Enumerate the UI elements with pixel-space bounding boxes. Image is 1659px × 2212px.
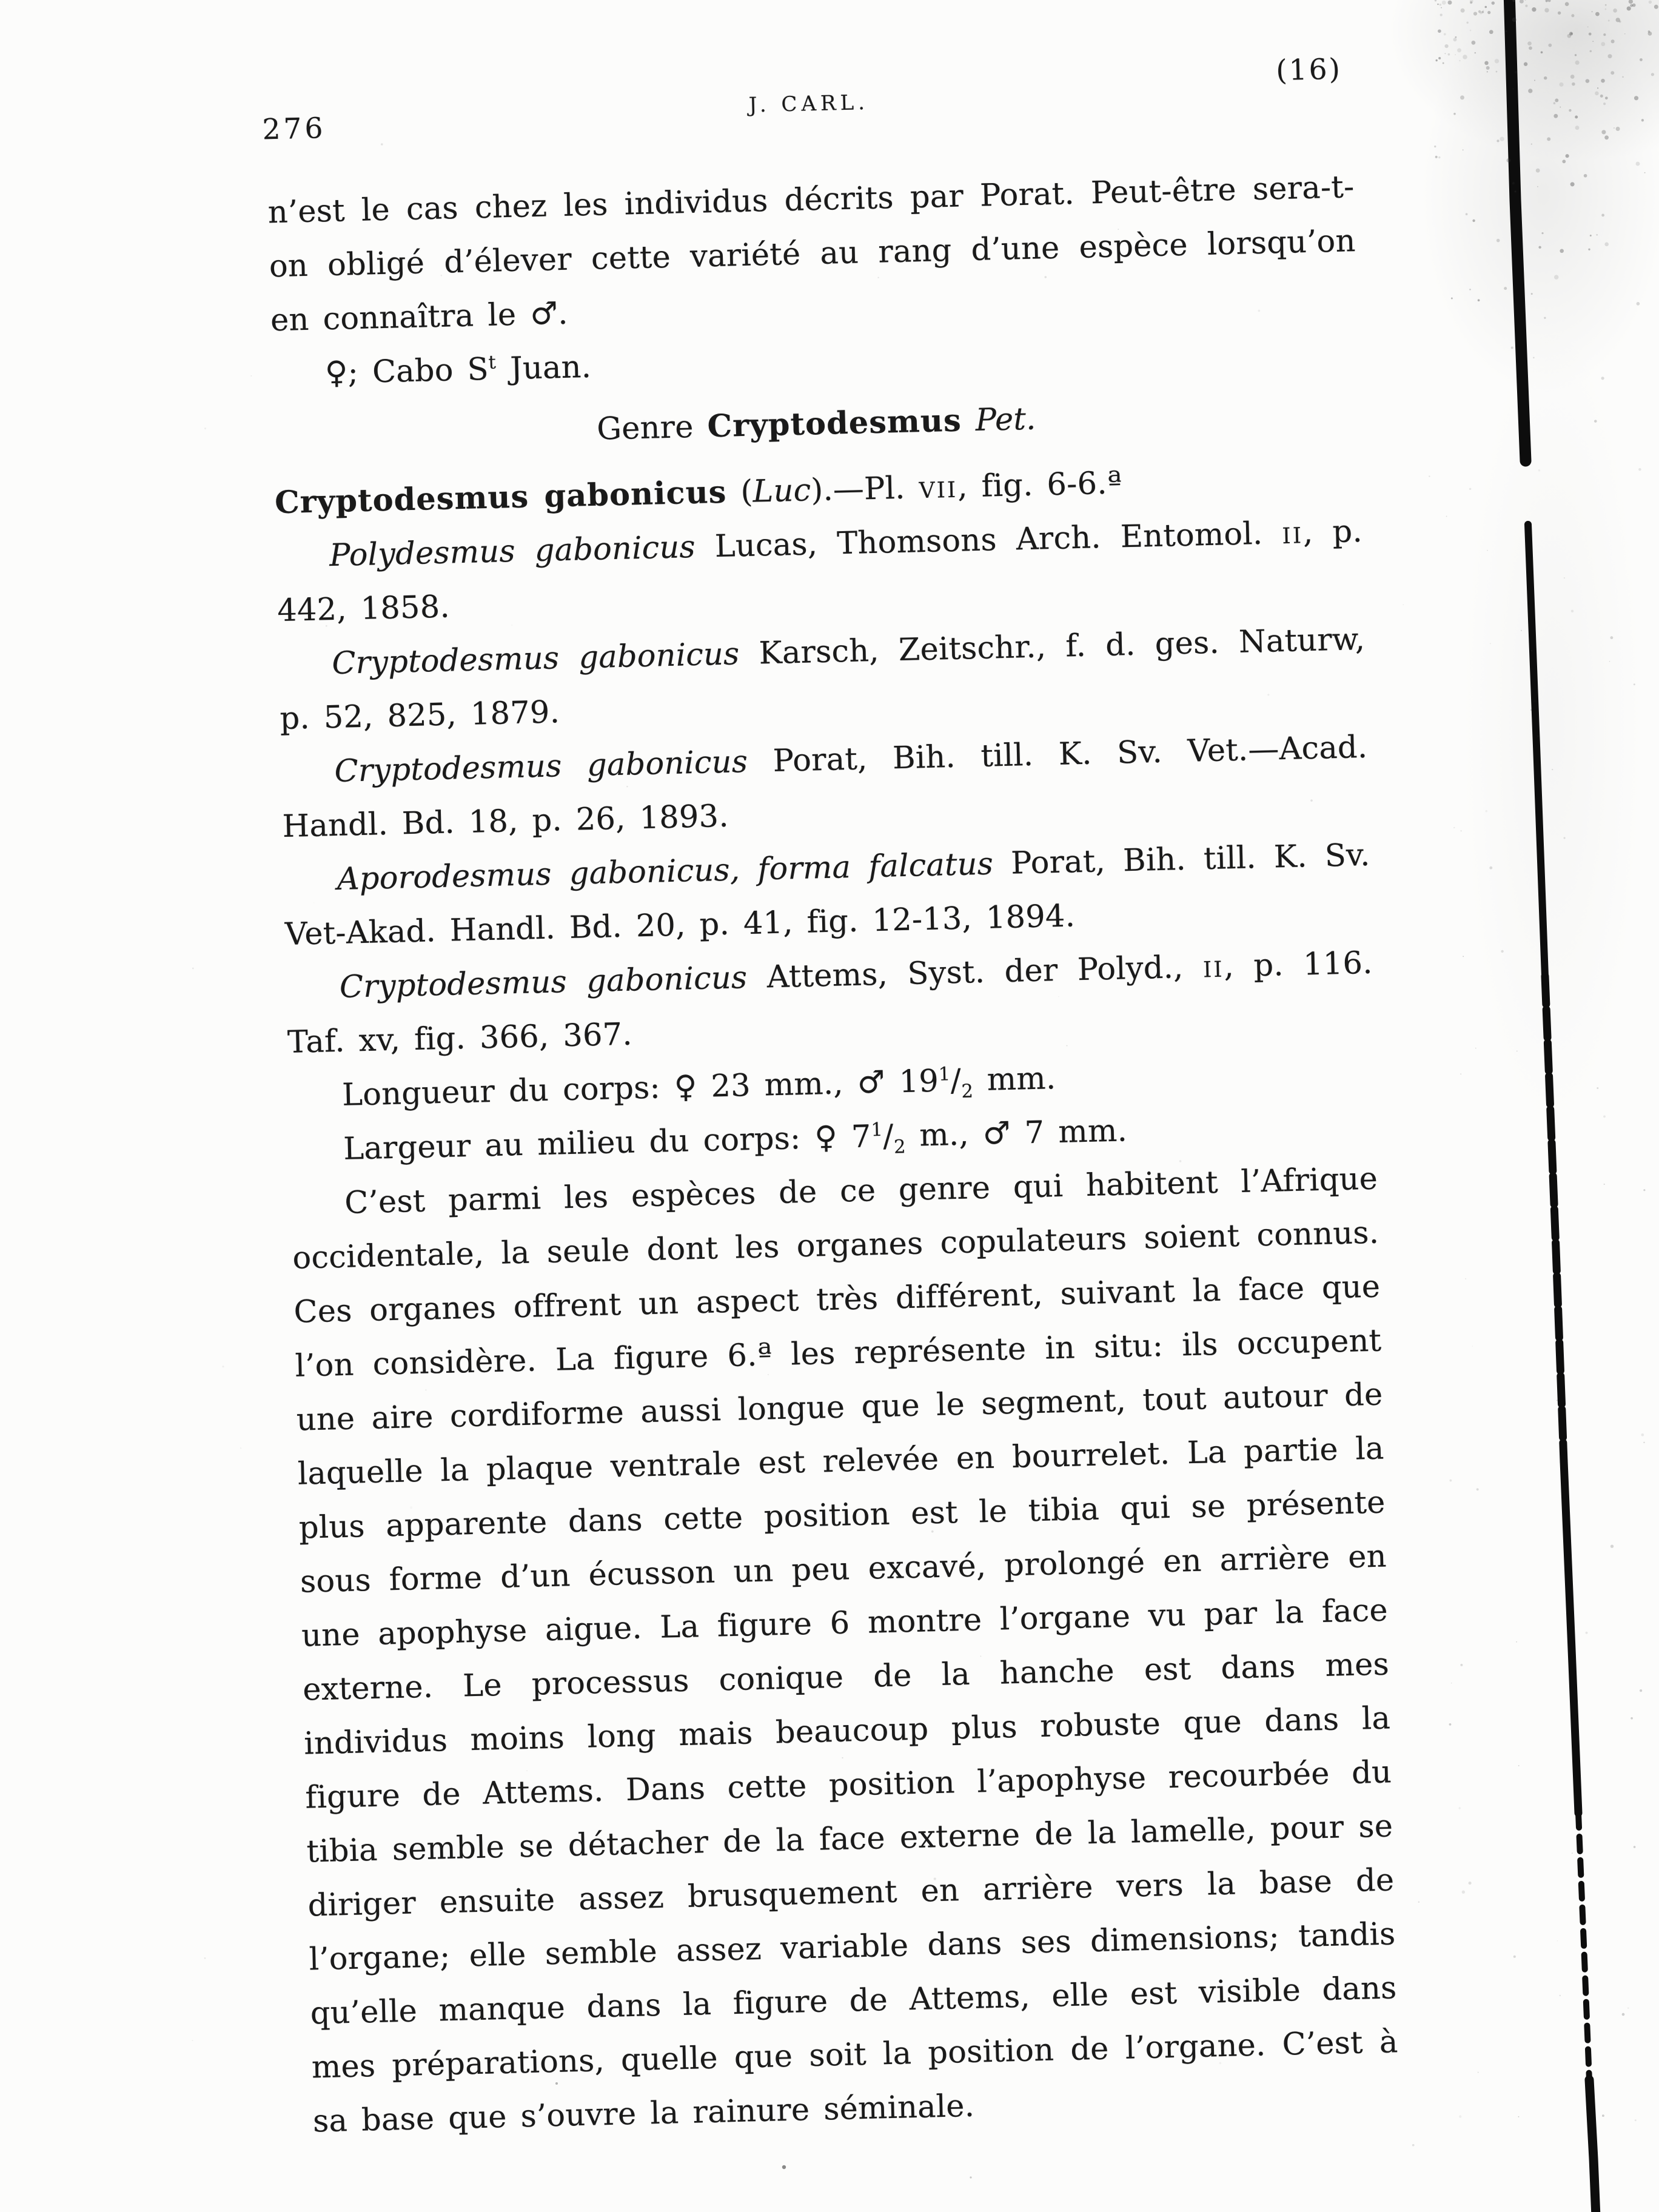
- speck: [1453, 113, 1456, 115]
- speck: [1616, 127, 1620, 131]
- speck: [1518, 2116, 1520, 2117]
- speck: [1455, 36, 1456, 38]
- speck: [1441, 7, 1442, 8]
- speck: [1444, 44, 1448, 48]
- speck: [204, 1957, 206, 1959]
- speck: [1495, 59, 1499, 63]
- text-segment: vii: [918, 469, 958, 506]
- speck: [1476, 1488, 1479, 1490]
- speck: [1490, 643, 1491, 644]
- speck: [1571, 610, 1574, 612]
- text-segment: Karsch, Zeitschr., f. d. ges. Naturw, p. 52, 825, 1879.: [279, 621, 1366, 737]
- speck: [1601, 377, 1604, 380]
- speck: [1553, 114, 1558, 118]
- body-text: [267, 160, 1400, 2148]
- text-segment: Cryptodesmus gabonicus: [331, 636, 740, 682]
- speck: [1548, 0, 1551, 2]
- speck: [1460, 1664, 1463, 1666]
- speck: [1440, 13, 1443, 16]
- speck: [250, 375, 252, 377]
- speck: [1637, 302, 1640, 306]
- text-segment: ii: [1281, 515, 1304, 552]
- speck: [1622, 76, 1624, 78]
- speck: [1533, 700, 1537, 703]
- speck: [1515, 71, 1517, 73]
- speck: [970, 2176, 971, 2178]
- speck: [1475, 52, 1476, 53]
- speck: [1602, 2114, 1604, 2117]
- speck: [1463, 149, 1464, 150]
- speck: [1470, 30, 1472, 32]
- speck: [1467, 22, 1469, 24]
- speck: [1534, 80, 1535, 81]
- speck: [1478, 2072, 1479, 2073]
- speck: [1595, 12, 1600, 16]
- speck: [1560, 249, 1564, 253]
- speck: [1450, 1480, 1452, 1482]
- speck: [192, 2040, 193, 2041]
- speck: [1487, 71, 1488, 72]
- text-segment: mm.: [973, 1061, 1056, 1099]
- speck: [1600, 95, 1603, 98]
- speck: [1548, 44, 1552, 47]
- speck: [1557, 1399, 1558, 1401]
- speck: [1418, 1901, 1420, 1903]
- speck: [1528, 89, 1532, 93]
- speck: [1552, 769, 1553, 770]
- speck: [1586, 79, 1590, 83]
- text-segment: Longueur du corps: ♀ 23 mm., ♂ 19: [341, 1063, 939, 1113]
- text-segment: n’est le cas chez les individus décrits par Porat. Peut-être sera-t-on obligé d’élever cette variété au rang d’une espèce lorsqu’on en connaîtra le ♂.: [267, 169, 1356, 339]
- speck: [1595, 92, 1599, 96]
- gutter-line-bottom: [1589, 2080, 1597, 2212]
- speck: [1460, 830, 1461, 831]
- speck: [1607, 54, 1612, 58]
- speck: [1458, 1807, 1460, 1809]
- speck: [1403, 604, 1404, 605]
- speck: [1516, 1641, 1517, 1643]
- speck: [1537, 186, 1538, 187]
- speck: [1589, 33, 1592, 36]
- speck: [1501, 950, 1503, 953]
- speck: [1634, 96, 1638, 100]
- speck: [1531, 650, 1532, 651]
- speck: [1643, 1189, 1645, 1191]
- speck: [1520, 0, 1524, 4]
- speck: [1513, 1956, 1516, 1958]
- gutter-line-mid3: [1564, 1461, 1578, 1813]
- speck: [1575, 54, 1577, 56]
- speck: [1601, 130, 1606, 134]
- speck: [1635, 2119, 1637, 2121]
- speck: [1463, 55, 1467, 59]
- speck: [1489, 30, 1493, 34]
- speck: [1460, 1073, 1461, 1074]
- speck: [1601, 214, 1604, 217]
- speck: [1627, 2007, 1629, 2009]
- speck: [1572, 1852, 1573, 1854]
- speck: [1641, 119, 1644, 121]
- speck: [1524, 62, 1527, 66]
- speck: [1446, 516, 1447, 517]
- speck: [1610, 636, 1613, 639]
- speck: [1610, 71, 1614, 75]
- speck: [1571, 14, 1574, 17]
- speck: [782, 2165, 786, 2169]
- gutter-line-mid2: [1545, 976, 1564, 1461]
- speck: [1462, 1891, 1465, 1894]
- speck: [1475, 1048, 1476, 1049]
- speck: [1530, 709, 1532, 711]
- text-segment: 2: [961, 1081, 974, 1102]
- speck: [1604, 242, 1609, 246]
- text-segment: 2: [893, 1136, 907, 1158]
- speck: [1443, 62, 1444, 64]
- speck: [1435, 0, 1436, 1]
- speck: [1554, 275, 1558, 279]
- speck: [1651, 73, 1654, 76]
- speck: [1649, 1, 1652, 4]
- speck: [1489, 866, 1492, 870]
- speck: [1643, 1442, 1645, 1444]
- speck: [1484, 61, 1489, 65]
- text-segment: ii: [1202, 948, 1225, 985]
- speck: [1512, 182, 1515, 184]
- speck: [1634, 1846, 1636, 1848]
- speck: [1588, 249, 1590, 250]
- speck: [1504, 287, 1507, 290]
- text-segment: Luc: [752, 472, 812, 510]
- speck: [1629, 0, 1633, 4]
- speck: [1531, 293, 1533, 295]
- gutter-line-top: [1509, 0, 1526, 461]
- speck: [1438, 57, 1441, 59]
- text-segment: C’est parmi les espèces de ce genre qui habitent l’Afrique occidentale, la seule dont les organes copulateurs soient connus. Ces organes offrent un aspect très différent, suivant la face que l’on considère. La figure 6.ª les représente in situ: ils occupent une aire cordiforme aussi longue que le segment, tout autour de laquelle la plaque ventrale est relevée en bourrelet. La partie la plus apparente dans cette position est le tibia qui se présente sous forme d’un écusson un peu excavé, prolongé en arrière en une apophyse aigue. La figure 6 montre l’organe vu par la face externe. Le processus conique de la hanche est dans mes individus moins long mais beaucoup plus robuste que dans la figure de Attems. Dans cette position l’apophyse recourbée du tibia semble se détacher de la face externe de la lamelle, pour se diriger ensuite assez brusquement en arrière vers la base de l’organe; elle semble assez variable dans ses dimensions; tandis qu’elle manque dans la figure de Attems, elle est visible dans mes préparations, quelle que soit la position de l’organe. C’est à sa base que s’ouvre la rainure séminale.: [292, 1161, 1399, 2140]
- speck: [222, 1366, 224, 1367]
- text-segment: Attems, Syst. der Polyd.,: [746, 949, 1204, 996]
- speck: [1560, 1995, 1561, 1997]
- speck: [1603, 33, 1606, 36]
- speck: [1496, 71, 1498, 73]
- speck: [1624, 33, 1626, 35]
- speck: [1459, 60, 1460, 61]
- text-segment: ♀; Cabo S: [324, 351, 489, 392]
- speck: [1511, 346, 1513, 349]
- text-segment: , p. 116. Taf. xv, fig. 366, 367.: [287, 945, 1373, 1061]
- speck: [1466, 213, 1468, 215]
- text-segment: , fig. 6-6.ª: [957, 465, 1122, 505]
- speck: [1597, 1087, 1598, 1089]
- speck: [1527, 41, 1532, 45]
- speck: [1604, 1184, 1605, 1185]
- speck: [1547, 137, 1550, 141]
- speck: [1469, 1882, 1472, 1885]
- speck: [1460, 95, 1464, 99]
- speck: [1644, 172, 1646, 173]
- speck: [1435, 156, 1438, 158]
- speck: [1472, 41, 1476, 45]
- text-segment: m., ♂ 7 mm.: [905, 1113, 1128, 1154]
- speck: [1603, 102, 1606, 105]
- speck: [1518, 1765, 1520, 1766]
- speck: [1507, 158, 1511, 163]
- speck: [1559, 82, 1563, 87]
- speck: [1544, 317, 1546, 319]
- speck: [1449, 1723, 1452, 1726]
- speck: [1546, 0, 1548, 2]
- speck: [1575, 61, 1579, 65]
- speck: [1439, 4, 1442, 6]
- speck: [1444, 53, 1446, 54]
- text-segment: Cryptodesmus gabonicus: [339, 960, 748, 1005]
- text-segment: t: [488, 352, 497, 374]
- speck: [1455, 54, 1456, 55]
- speck: [1560, 107, 1561, 108]
- speck: [1557, 1940, 1558, 1942]
- speck: [1521, 630, 1522, 631]
- text-segment: Juan.: [495, 349, 592, 387]
- speck: [1472, 1346, 1473, 1347]
- text-segment: Cryptodesmus: [706, 402, 962, 445]
- text-segment: Genre: [596, 409, 708, 447]
- speck: [1622, 2013, 1625, 2016]
- speck: [1451, 297, 1453, 299]
- page-content: [262, 52, 1400, 2148]
- text-segment: 1: [870, 1119, 883, 1141]
- speck: [1636, 162, 1640, 166]
- speck: [1512, 18, 1517, 22]
- speck: [1496, 139, 1499, 142]
- speck: [1463, 956, 1464, 957]
- gutter-line-beaded: [1578, 1813, 1589, 2080]
- speck: [1483, 10, 1484, 11]
- speck: [1608, 20, 1610, 22]
- speck: [1485, 6, 1487, 8]
- speck: [1442, 1, 1446, 5]
- text-segment: Lucas, Thomsons Arch. Entomol.: [695, 515, 1283, 565]
- speck: [1438, 29, 1441, 33]
- speck: [1470, 1, 1472, 4]
- speck: [1569, 109, 1571, 112]
- speck: [1597, 87, 1598, 89]
- speck: [1575, 126, 1580, 130]
- speck: [1587, 26, 1589, 27]
- speck: [1536, 169, 1540, 173]
- speck: [1500, 137, 1504, 141]
- speck: [1610, 1545, 1614, 1548]
- speck: [1532, 7, 1536, 12]
- text-segment: /: [882, 1118, 894, 1155]
- speck: [1586, 1632, 1588, 1634]
- speck: [1575, 116, 1578, 119]
- speck: [1451, 1683, 1452, 1684]
- speck: [1631, 1717, 1633, 1720]
- speck: [1469, 488, 1472, 491]
- speck: [1538, 246, 1541, 249]
- text-segment: , p. 442, 1858.: [276, 513, 1363, 629]
- speck: [1558, 12, 1561, 15]
- speck: [1611, 39, 1615, 43]
- speck: [1538, 469, 1541, 472]
- speck: [1492, 1, 1495, 5]
- speck: [1486, 810, 1488, 813]
- text-segment: 1: [938, 1064, 951, 1085]
- speck: [1537, 736, 1539, 737]
- speck: [1613, 8, 1617, 13]
- speck: [1596, 234, 1598, 236]
- speck: [1436, 59, 1438, 61]
- speck: [1641, 1433, 1644, 1436]
- text-segment: ).—Pl.: [810, 470, 920, 509]
- speck: [1632, 4, 1636, 7]
- para-continuation: [267, 160, 1358, 347]
- speck: [192, 968, 194, 970]
- speck: [1529, 47, 1532, 50]
- text-segment: /: [950, 1062, 962, 1099]
- speck: [1513, 89, 1514, 90]
- speck: [1506, 30, 1507, 32]
- text-segment: Aporodesmus gabonicus, forma falcatus: [337, 846, 994, 897]
- speck: [1572, 82, 1575, 86]
- speck: [1543, 964, 1544, 965]
- speck: [1601, 42, 1605, 46]
- speck: [1640, 1689, 1642, 1692]
- speck: [1605, 4, 1607, 6]
- speck: [1566, 154, 1569, 158]
- speck: [1570, 1540, 1572, 1541]
- speck: [1614, 127, 1615, 129]
- speck: [1438, 156, 1440, 158]
- speck: [1465, 1278, 1466, 1279]
- speck: [1487, 11, 1490, 14]
- speck: [1541, 232, 1543, 234]
- speck: [1594, 420, 1597, 423]
- speck: [1654, 5, 1658, 9]
- speck: [1487, 550, 1488, 551]
- speck: [1544, 76, 1547, 79]
- text-segment: Pet.: [975, 401, 1037, 438]
- page-number: 276: [262, 112, 327, 147]
- speck: [1634, 683, 1635, 685]
- text-segment: (: [726, 474, 754, 511]
- speck: [1570, 75, 1575, 79]
- speck: [1434, 146, 1436, 147]
- text-segment: Cryptodesmus gabonicus: [333, 743, 748, 790]
- speck: [1592, 41, 1594, 42]
- speck: [1564, 837, 1566, 839]
- speck: [1457, 48, 1461, 52]
- speck: [1531, 144, 1532, 145]
- speck: [1448, 53, 1450, 56]
- speck: [1605, 8, 1607, 10]
- speck: [1648, 32, 1652, 36]
- text-segment: [961, 403, 976, 439]
- speck: [1555, 99, 1558, 102]
- speck: [1609, 661, 1610, 662]
- text-segment: Porat, Bih. till. K. Sv. Vet-Akad. Handl. Bd. 20, p. 41, fig. 12-13, 1894.: [284, 837, 1371, 953]
- speck: [1601, 79, 1605, 83]
- speck: [1541, 51, 1543, 53]
- speck: [1533, 357, 1535, 359]
- text-segment: Polydesmus gabonicus: [329, 529, 696, 574]
- speck: [1569, 32, 1573, 36]
- speck: [1453, 827, 1455, 828]
- speck: [1619, 21, 1621, 23]
- speck: [1638, 468, 1641, 471]
- speck: [1565, 2, 1569, 6]
- speck: [1496, 239, 1500, 243]
- speck: [1570, 182, 1575, 186]
- speck: [1473, 12, 1477, 15]
- gutter-line-mid1: [1528, 525, 1545, 976]
- speck: [1603, 1116, 1606, 1118]
- speck: [1544, 8, 1549, 12]
- speck: [1486, 66, 1490, 70]
- speck: [1461, 8, 1465, 13]
- speck: [1472, 220, 1475, 222]
- speck: [1412, 2144, 1415, 2147]
- speck: [1437, 4, 1439, 5]
- speck: [204, 427, 206, 429]
- speck: [1590, 50, 1592, 53]
- speck: [1453, 38, 1457, 41]
- speck: [1448, 1, 1452, 5]
- speck: [1469, 289, 1471, 290]
- speck: [1429, 475, 1430, 477]
- speck: [1459, 2115, 1461, 2117]
- speck: [1584, 174, 1587, 178]
- speck: [1444, 33, 1446, 35]
- speck: [1640, 58, 1643, 61]
- speck: [1481, 11, 1484, 13]
- speck: [1525, 0, 1526, 1]
- speck: [1604, 135, 1609, 139]
- speck: [240, 1447, 241, 1449]
- signature-number: (16): [1275, 52, 1342, 88]
- speck: [1562, 159, 1566, 163]
- speck: [1525, 5, 1527, 7]
- para-description: [290, 1152, 1399, 2149]
- speck: [1627, 6, 1631, 10]
- running-head: J. CARL.: [748, 90, 870, 118]
- speck: [1564, 577, 1565, 578]
- speck: [1592, 11, 1593, 12]
- text-segment: Cryptodesmus gabonicus: [274, 474, 728, 521]
- speck: [1605, 96, 1608, 99]
- speck: [1515, 190, 1517, 192]
- speck: [1478, 299, 1480, 301]
- speck: [1517, 1051, 1518, 1052]
- text-segment: Largeur au milieu du corps: ♀ 7: [343, 1119, 872, 1167]
- text-segment: Porat, Bih. till. K. Sv. Vet.—Acad. Handl. Bd. 18, p. 26, 1893.: [282, 729, 1368, 845]
- speck: [1590, 235, 1592, 236]
- speck: [1553, 102, 1556, 104]
